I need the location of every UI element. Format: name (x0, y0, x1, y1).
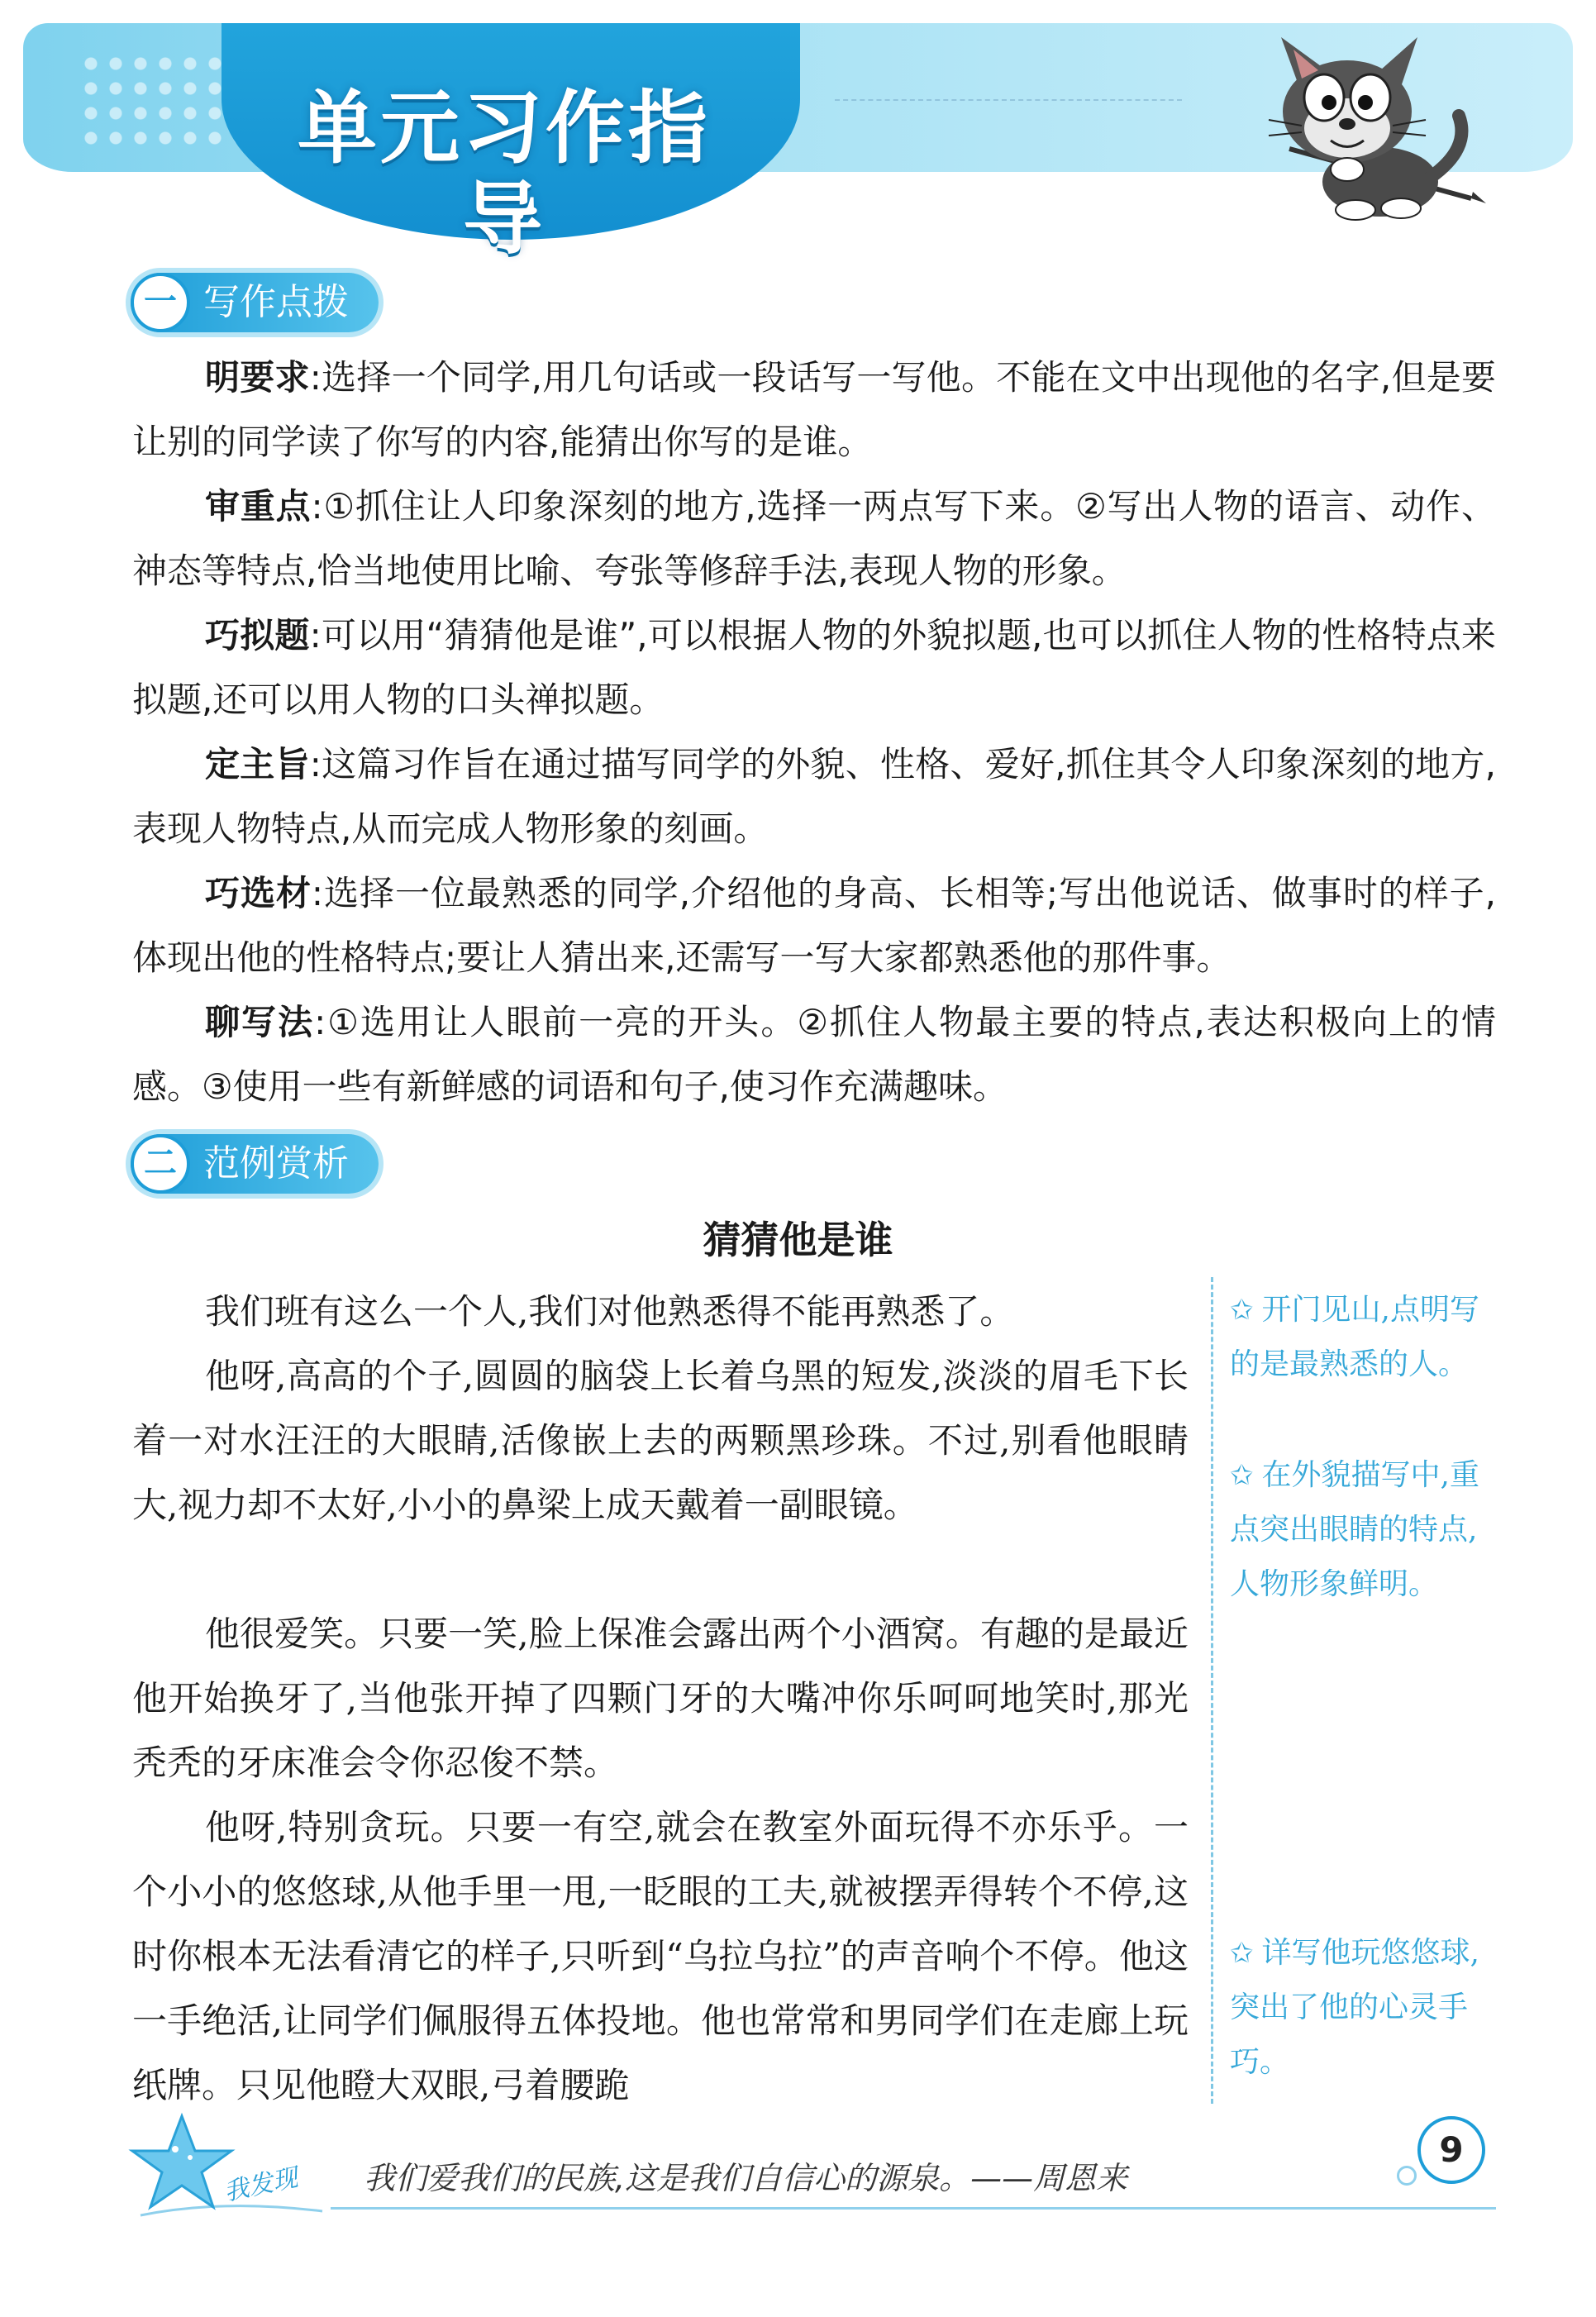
margin-divider (1211, 1277, 1213, 2104)
section-title: 范例赏析 (203, 1142, 349, 1185)
margin-note (1230, 1448, 1503, 1612)
margin-note-text: 在外貌描写中,重点突出眼睛的特点,人物形象鲜明。 (1230, 1458, 1479, 1601)
margin-note-text: 详写他玩悠悠球,突出了他的心灵手巧。 (1230, 1936, 1479, 2079)
section-number: 二 (131, 1134, 190, 1194)
guide-key: 巧选材 (205, 873, 312, 913)
star-icon: ✩ (1230, 1937, 1254, 1970)
section-label-example-analysis (131, 1134, 379, 1194)
guide-key: 明要求 (205, 357, 310, 398)
guide-text: :这篇习作旨在通过描写同学的外貌、性格、爱好,抓住其令人印象深刻的地方,表现人物特点,从而完成人物形象的刻画。 (132, 744, 1496, 849)
article-paragraph: 他呀,特别贪玩。只要一有空,就会在教室外面玩得不亦乐乎。一个小小的悠悠球,从他手里一甩,一眨眼的工夫,就被摆弄得转个不停,这时你根本无法看清它的样子,只听到“乌拉乌拉”的声音响个不停。他这一手绝活,让同学们佩服得五体投地。他也常常和男同学们在走廊上玩纸牌。只见他瞪大双眼,弓着腰跪 (132, 1807, 1189, 2105)
page-title: 单元习作指导 (298, 82, 711, 265)
badge-label: 我发现 (221, 2163, 301, 2207)
guide-item-requirement (60, 346, 1496, 474)
page-number: 9 (1417, 2116, 1485, 2184)
guide-text: :①选用让人眼前一亮的开头。②抓住人物最主要的特点,表达积极向上的情感。③使用一些有新鲜感的词语和句子,使习作充满趣味。 (132, 1002, 1496, 1107)
footer-rule (331, 2207, 1496, 2210)
margin-note (1230, 1926, 1503, 2090)
article-paragraph: 他很爱笑。只要一笑,脸上保准会露出两个小酒窝。有趣的是最近他开始换牙了,当他张开掉了四颗门牙的大嘴冲你乐呵呵地笑时,那光秃秃的牙床准会令你忍俊不禁。 (132, 1614, 1189, 1783)
footer-quote: 我们爱我们的民族,这是我们自信心的源泉。——周恩来 (364, 2160, 1128, 2196)
star-icon: ✩ (1230, 1459, 1254, 1492)
guide-item-title (60, 603, 1496, 732)
guide-item-focus (60, 474, 1496, 603)
article-paragraph: 他呀,高高的个子,圆圆的脑袋上长着乌黑的短发,淡淡的眉毛下长着一对水汪汪的大眼睛,活像嵌上去的两颗黑珍珠。不过,别看他眼睛大,视力却不太好,小小的鼻梁上成天戴着一副眼镜。 (132, 1356, 1189, 1525)
margin-note-text: 开门见山,点明写的是最熟悉的人。 (1230, 1293, 1479, 1381)
star-icon: ✩ (1230, 1294, 1254, 1327)
guide-key: 巧拟题 (205, 615, 310, 656)
guide-text: :选择一位最熟悉的同学,介绍他的身高、长相等;写出他说话、做事时的样子,体现出他的性格特点;要让人猜出来,还需写一写大家都熟悉他的那件事。 (132, 873, 1496, 978)
margin-note (1230, 1283, 1503, 1392)
section-label-writing-tips (131, 273, 379, 332)
guide-text: :选择一个同学,用几句话或一段话写一写他。不能在文中出现他的名字,但是要让别的同学读了你写的内容,能猜出你写的是谁。 (132, 357, 1496, 462)
guide-key: 定主旨 (205, 744, 310, 784)
header-decoration-line (835, 99, 1182, 121)
guide-text: :可以用“猜猜他是谁”,可以根据人物的外貌拟题,也可以抓住人物的性格特点来拟题,还可以用人物的口头禅拟题。 (132, 615, 1496, 720)
article-title: 猜猜他是谁 (703, 1218, 893, 1262)
decorative-bubble (1397, 2166, 1417, 2186)
cat-mascot-illustration (1223, 33, 1496, 223)
guide-item-theme (60, 732, 1496, 861)
article-paragraph: 我们班有这么一个人,我们对他熟悉得不能再熟悉了。 (205, 1291, 1015, 1332)
guide-key: 审重点 (205, 486, 312, 527)
guide-item-method (60, 990, 1496, 1119)
section-number: 一 (131, 273, 190, 332)
guide-key: 聊写法 (205, 1002, 315, 1042)
guide-item-material (60, 861, 1496, 990)
starfish-badge-icon (124, 2100, 331, 2224)
section-title: 写作点拨 (203, 281, 349, 323)
guide-text: :①抓住让人印象深刻的地方,选择一两点写下来。②写出人物的语言、动作、神态等特点,恰当地使用比喻、夸张等修辞手法,表现人物的形象。 (132, 486, 1496, 591)
